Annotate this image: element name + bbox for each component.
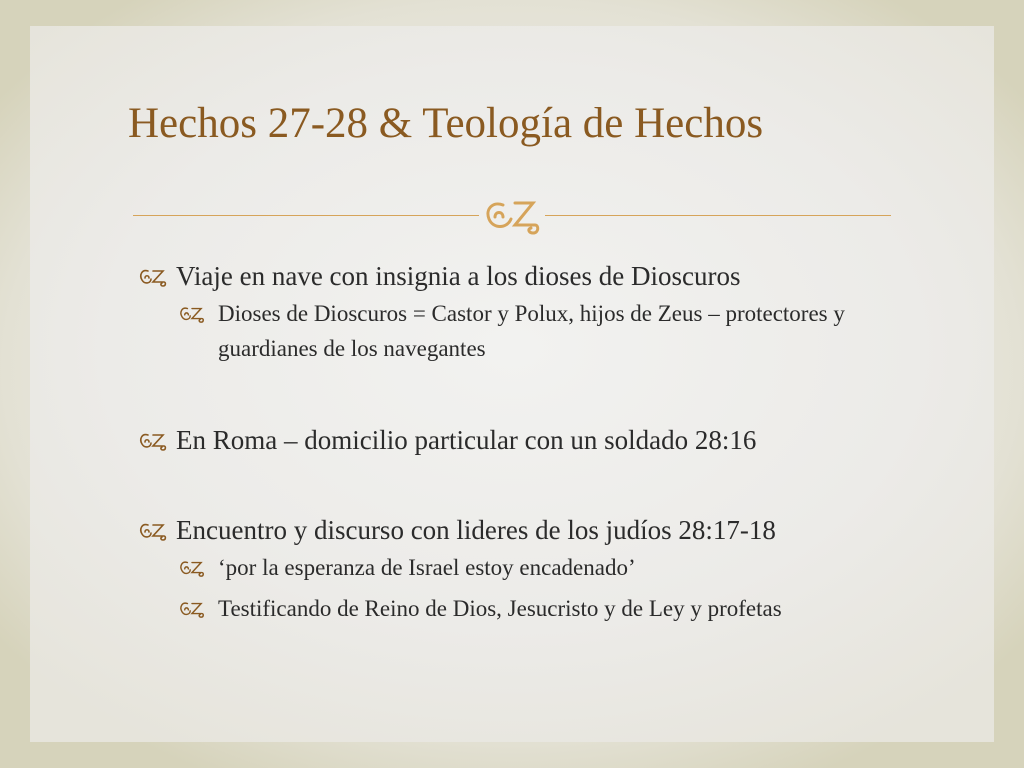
- title-divider: [133, 195, 891, 235]
- spacer: [138, 460, 938, 510]
- sub-bullet-text: Testificando de Reino de Dios, Jesucristo y de Ley y profetas: [218, 596, 782, 621]
- flourish-bullet-icon: [178, 599, 206, 619]
- divider-line-right: [545, 215, 891, 216]
- list-item: [138, 510, 938, 550]
- spacer: [138, 366, 938, 420]
- flourish-ornament-icon: [481, 195, 543, 237]
- divider-line-left: [133, 215, 479, 216]
- flourish-bullet-icon: [138, 520, 168, 542]
- list-item: [138, 256, 938, 296]
- sub-list-item: [138, 296, 938, 366]
- sub-bullet-text: ‘por la esperanza de Israel estoy encadenado’: [218, 555, 636, 580]
- flourish-bullet-icon: [178, 558, 206, 578]
- sub-list-item: [138, 591, 938, 626]
- flourish-bullet-icon: [138, 430, 168, 452]
- sub-list-item: [138, 550, 938, 585]
- sub-bullet-text: Dioses de Dioscuros = Castor y Polux, hijos de Zeus – protectores y guardianes de los navegantes: [218, 301, 845, 361]
- bullet-list: [138, 256, 938, 626]
- slide-title: Hechos 27-28 & Teología de Hechos: [128, 100, 764, 147]
- list-item: [138, 420, 938, 460]
- flourish-bullet-icon: [138, 266, 168, 288]
- bullet-text: En Roma – domicilio particular con un soldado 28:16: [176, 425, 757, 455]
- bullet-text: Encuentro y discurso con lideres de los judíos 28:17-18: [176, 515, 776, 545]
- bullet-text: Viaje en nave con insignia a los dioses de Dioscuros: [176, 261, 741, 291]
- flourish-bullet-icon: [178, 304, 206, 324]
